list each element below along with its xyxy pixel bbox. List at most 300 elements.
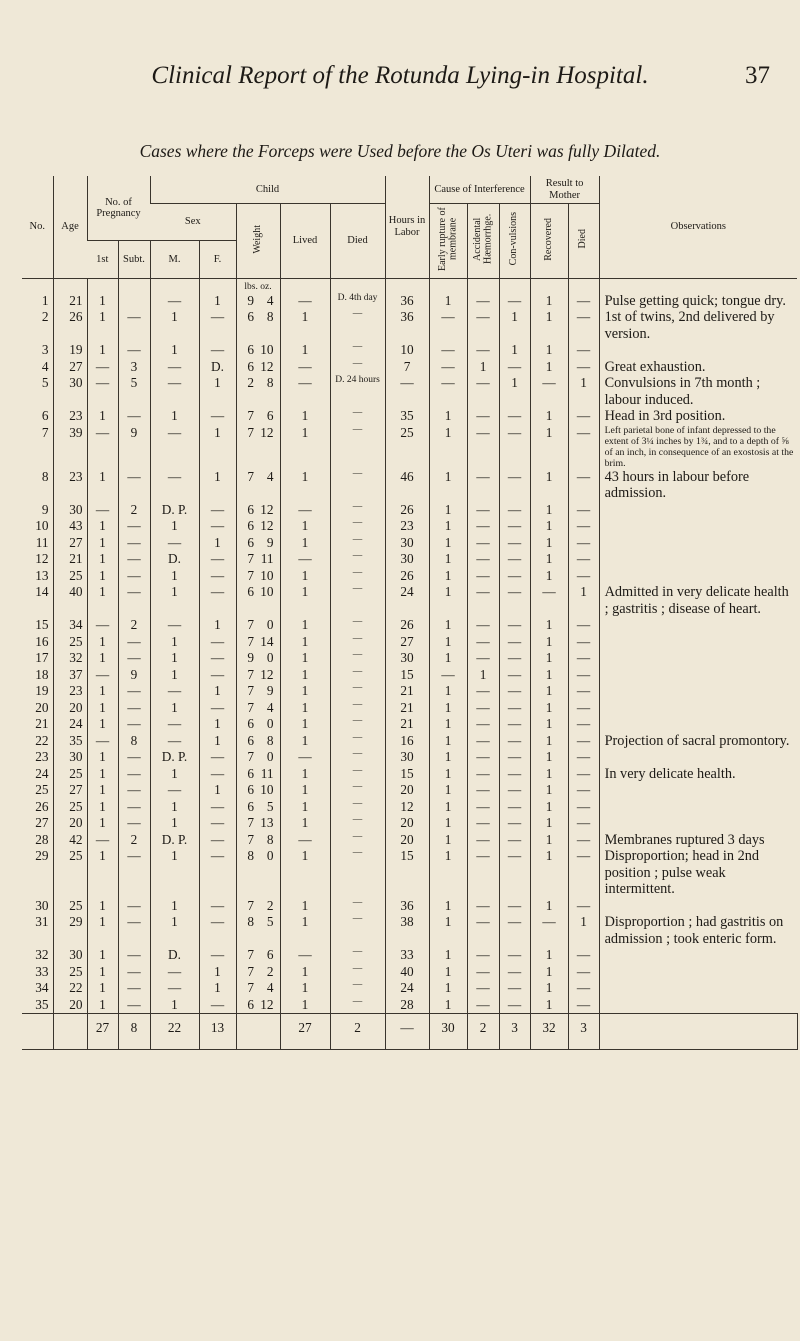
age-cell: 26 xyxy=(53,309,87,342)
recovered-cell: — xyxy=(530,375,568,408)
child-died-cell: — xyxy=(330,848,385,898)
subsequent-pregnancy-cell: — xyxy=(118,469,150,502)
male-cell: — xyxy=(150,469,199,502)
early-rupture-cell: 1 xyxy=(429,782,467,799)
age-cell: 42 xyxy=(53,832,87,849)
case-number-cell: 30 xyxy=(35,897,49,913)
hours-in-labor-cell: 16 xyxy=(385,733,429,750)
female-cell: 1 xyxy=(199,964,236,981)
col-died: Died xyxy=(330,204,385,279)
male-cell: 1 xyxy=(150,518,199,535)
mother-died-cell: — xyxy=(568,568,599,585)
subsequent-pregnancy-cell: 3 xyxy=(118,359,150,376)
age-cell: 39 xyxy=(53,425,87,469)
case-number-cell: 9 xyxy=(41,501,49,517)
recovered-cell: 1 xyxy=(530,815,568,832)
mother-died-cell: — xyxy=(568,408,599,425)
table-row xyxy=(22,469,797,502)
col-no: No. xyxy=(22,176,53,278)
weight-lbs-cell: 7 xyxy=(236,980,255,997)
table-header xyxy=(22,176,797,278)
hours-in-labor-cell: 36 xyxy=(385,293,429,310)
accidental-haemorrhage-cell: — xyxy=(467,766,499,783)
age-cell: 35 xyxy=(53,733,87,750)
table-row xyxy=(22,408,797,425)
weight-oz-cell: 5 xyxy=(266,798,274,814)
lived-cell: — xyxy=(280,375,330,408)
male-cell: 1 xyxy=(150,667,199,684)
weight-lbs-cell: 7 xyxy=(236,964,255,981)
subsequent-pregnancy-cell: — xyxy=(118,683,150,700)
first-pregnancy-cell: 1 xyxy=(87,997,118,1014)
early-rupture-cell: 1 xyxy=(429,799,467,816)
female-cell: — xyxy=(199,898,236,915)
mother-died-cell: — xyxy=(568,997,599,1014)
subsequent-pregnancy-cell: 2 xyxy=(118,502,150,519)
early-rupture-cell: 1 xyxy=(429,293,467,310)
female-cell: — xyxy=(199,749,236,766)
convulsions-cell: — xyxy=(499,551,530,568)
subsequent-pregnancy-cell: — xyxy=(118,568,150,585)
hours-in-labor-cell: 20 xyxy=(385,832,429,849)
male-cell: D. xyxy=(150,551,199,568)
accidental-haemorrhage-cell: — xyxy=(467,617,499,634)
case-number-cell: 24 xyxy=(35,765,49,781)
mother-died-cell: — xyxy=(568,650,599,667)
mother-died-cell: — xyxy=(568,293,599,310)
child-died-cell: — xyxy=(330,359,385,376)
observation-cell xyxy=(599,551,797,568)
male-cell: 1 xyxy=(150,650,199,667)
early-rupture-cell: 1 xyxy=(429,980,467,997)
col-group-sex: Sex xyxy=(150,204,236,241)
early-rupture-cell: 1 xyxy=(429,733,467,750)
first-pregnancy-cell: 1 xyxy=(87,848,118,898)
first-pregnancy-cell: 1 xyxy=(87,551,118,568)
first-pregnancy-cell: 1 xyxy=(87,469,118,502)
hours-in-labor-cell: 20 xyxy=(385,815,429,832)
table-row xyxy=(22,898,797,915)
total-weight-cell xyxy=(236,1014,280,1050)
first-pregnancy-cell: 1 xyxy=(87,650,118,667)
table-row xyxy=(22,914,797,947)
female-cell: — xyxy=(199,551,236,568)
male-cell: — xyxy=(150,425,199,469)
lived-cell: 1 xyxy=(280,848,330,898)
col-group-result: Result to Mother xyxy=(530,176,599,204)
mother-died-cell: — xyxy=(568,947,599,964)
weight-lbs-cell: 7 xyxy=(236,617,255,634)
total-lived-cell: 27 xyxy=(280,1014,330,1050)
early-rupture-cell: 1 xyxy=(429,848,467,898)
female-cell: 1 xyxy=(199,980,236,997)
first-pregnancy-cell: — xyxy=(87,617,118,634)
subsequent-pregnancy-cell: 2 xyxy=(118,617,150,634)
female-cell: — xyxy=(199,342,236,359)
lived-cell: 1 xyxy=(280,733,330,750)
first-pregnancy-cell: 1 xyxy=(87,980,118,997)
weight-lbs-cell: 7 xyxy=(236,749,255,766)
convulsions-cell: — xyxy=(499,293,530,310)
mother-died-cell: 1 xyxy=(568,914,599,947)
female-cell: — xyxy=(199,584,236,617)
weight-lbs-cell: 7 xyxy=(236,469,255,502)
male-cell: — xyxy=(150,716,199,733)
total-empty-cell xyxy=(53,1014,87,1050)
subsequent-pregnancy-cell: — xyxy=(118,766,150,783)
first-pregnancy-cell: 1 xyxy=(87,799,118,816)
child-died-cell: — xyxy=(330,716,385,733)
child-died-cell: — xyxy=(330,898,385,915)
observation-cell: Admitted in very delicate health ; gastritis ; disease of heart. xyxy=(599,584,797,617)
age-cell: 22 xyxy=(53,980,87,997)
age-cell: 25 xyxy=(53,799,87,816)
age-cell: 25 xyxy=(53,634,87,651)
lived-cell: 1 xyxy=(280,425,330,469)
col-observations: Observations xyxy=(599,176,797,278)
recovered-cell: 1 xyxy=(530,667,568,684)
hours-in-labor-cell: 15 xyxy=(385,766,429,783)
subsequent-pregnancy-cell: — xyxy=(118,535,150,552)
female-cell: — xyxy=(199,502,236,519)
table-row xyxy=(22,568,797,585)
mother-died-cell: — xyxy=(568,964,599,981)
recovered-cell: 1 xyxy=(530,568,568,585)
early-rupture-cell: 1 xyxy=(429,502,467,519)
first-pregnancy-cell: 1 xyxy=(87,815,118,832)
observation-cell: Head in 3rd position. xyxy=(599,408,797,425)
female-cell: 1 xyxy=(199,716,236,733)
col-hours: Hours in Labor xyxy=(385,176,429,278)
case-number-cell: 35 xyxy=(35,996,49,1012)
table-row xyxy=(22,667,797,684)
accidental-haemorrhage-cell: — xyxy=(467,293,499,310)
mother-died-cell: — xyxy=(568,617,599,634)
early-rupture-cell: 1 xyxy=(429,634,467,651)
page-number: 37 xyxy=(745,62,770,89)
observation-cell xyxy=(599,799,797,816)
child-died-cell: — xyxy=(330,947,385,964)
subsequent-pregnancy-cell: — xyxy=(118,650,150,667)
case-number-cell: 2 xyxy=(41,309,49,325)
first-pregnancy-cell: 1 xyxy=(87,342,118,359)
observation-cell xyxy=(599,782,797,799)
table-row xyxy=(22,375,797,408)
table-row xyxy=(22,342,797,359)
weight-oz-cell: 0 xyxy=(266,617,274,633)
mother-died-cell: — xyxy=(568,716,599,733)
age-cell: 29 xyxy=(53,914,87,947)
col-age: Age xyxy=(53,176,87,278)
hours-in-labor-cell: 30 xyxy=(385,650,429,667)
hours-in-labor-cell: 24 xyxy=(385,980,429,997)
recovered-cell: 1 xyxy=(530,634,568,651)
col-group-child: Child xyxy=(150,176,385,204)
observation-cell xyxy=(599,997,797,1014)
mother-died-cell: — xyxy=(568,898,599,915)
mother-died-cell: — xyxy=(568,683,599,700)
first-pregnancy-cell: 1 xyxy=(87,898,118,915)
table-row xyxy=(22,799,797,816)
weight-oz-cell: 8 xyxy=(266,831,274,847)
lived-cell: 1 xyxy=(280,964,330,981)
convulsions-cell: — xyxy=(499,667,530,684)
table-row xyxy=(22,749,797,766)
observation-cell xyxy=(599,518,797,535)
weight-lbs-cell: 6 xyxy=(236,733,255,750)
col-weight: Weight xyxy=(236,204,280,279)
child-died-cell: — xyxy=(330,617,385,634)
table-row xyxy=(22,650,797,667)
first-pregnancy-cell: 1 xyxy=(87,309,118,342)
age-cell: 21 xyxy=(53,551,87,568)
subsequent-pregnancy-cell: 8 xyxy=(118,733,150,750)
early-rupture-cell: 1 xyxy=(429,683,467,700)
female-cell: — xyxy=(199,799,236,816)
convulsions-cell: — xyxy=(499,980,530,997)
observation-cell xyxy=(599,749,797,766)
mother-died-cell: — xyxy=(568,425,599,469)
recovered-cell: 1 xyxy=(530,898,568,915)
case-number-cell: 27 xyxy=(35,815,49,831)
weight-lbs-cell: 7 xyxy=(236,551,255,568)
weight-lbs-cell: 2 xyxy=(236,375,255,408)
subsequent-pregnancy-cell: 2 xyxy=(118,832,150,849)
accidental-haemorrhage-cell: — xyxy=(467,947,499,964)
case-number-cell: 12 xyxy=(35,551,49,567)
weight-oz-cell: 10 xyxy=(260,567,274,583)
male-cell: 1 xyxy=(150,309,199,342)
accidental-haemorrhage-cell: — xyxy=(467,980,499,997)
child-died-cell: — xyxy=(330,568,385,585)
first-pregnancy-cell: 1 xyxy=(87,700,118,717)
child-died-cell: — xyxy=(330,469,385,502)
male-cell: — xyxy=(150,964,199,981)
total-acc-cell: 2 xyxy=(467,1014,499,1050)
age-cell: 20 xyxy=(53,997,87,1014)
subsequent-pregnancy-cell xyxy=(118,293,150,310)
early-rupture-cell: 1 xyxy=(429,425,467,469)
weight-oz-cell: 9 xyxy=(266,534,274,550)
lived-cell: 1 xyxy=(280,782,330,799)
hours-in-labor-cell: 20 xyxy=(385,782,429,799)
accidental-haemorrhage-cell: 1 xyxy=(467,359,499,376)
first-pregnancy-cell: 1 xyxy=(87,914,118,947)
first-pregnancy-cell: 1 xyxy=(87,782,118,799)
hours-in-labor-cell: 36 xyxy=(385,898,429,915)
mother-died-cell: — xyxy=(568,634,599,651)
table-row xyxy=(22,359,797,376)
child-died-cell: — xyxy=(330,799,385,816)
observation-cell xyxy=(599,502,797,519)
female-cell: — xyxy=(199,848,236,898)
male-cell: 1 xyxy=(150,766,199,783)
lived-cell: 1 xyxy=(280,535,330,552)
child-died-cell: — xyxy=(330,766,385,783)
hours-in-labor-cell: 27 xyxy=(385,634,429,651)
case-number-cell: 1 xyxy=(41,292,49,308)
convulsions-cell: — xyxy=(499,898,530,915)
table-row xyxy=(22,617,797,634)
weight-oz-cell: 4 xyxy=(266,468,274,484)
female-cell: 1 xyxy=(199,782,236,799)
child-died-cell: — xyxy=(330,551,385,568)
age-cell: 19 xyxy=(53,342,87,359)
accidental-haemorrhage-cell: — xyxy=(467,425,499,469)
recovered-cell: 1 xyxy=(530,964,568,981)
accidental-haemorrhage-cell: — xyxy=(467,408,499,425)
convulsions-cell: — xyxy=(499,815,530,832)
subsequent-pregnancy-cell: — xyxy=(118,309,150,342)
lived-cell: 1 xyxy=(280,700,330,717)
child-died-cell: — xyxy=(330,584,385,617)
observation-cell xyxy=(599,898,797,915)
table-row xyxy=(22,502,797,519)
accidental-haemorrhage-cell: — xyxy=(467,700,499,717)
mother-died-cell: — xyxy=(568,667,599,684)
lived-cell: 1 xyxy=(280,914,330,947)
convulsions-cell: — xyxy=(499,848,530,898)
hours-in-labor-cell: 26 xyxy=(385,568,429,585)
female-cell: — xyxy=(199,700,236,717)
weight-lbs-cell: 9 xyxy=(236,293,255,310)
subsequent-pregnancy-cell: — xyxy=(118,964,150,981)
convulsions-cell: 1 xyxy=(499,342,530,359)
table-row xyxy=(22,551,797,568)
weight-oz-cell: 12 xyxy=(260,518,274,534)
mother-died-cell: — xyxy=(568,980,599,997)
convulsions-cell: — xyxy=(499,749,530,766)
weight-oz-cell: 10 xyxy=(260,342,274,358)
female-cell: 1 xyxy=(199,617,236,634)
table-row xyxy=(22,832,797,849)
female-cell: 1 xyxy=(199,535,236,552)
table-title: Cases where the Forceps were Used before the Os Uteri was fully Dilated. xyxy=(139,141,661,161)
accidental-haemorrhage-cell: — xyxy=(467,683,499,700)
early-rupture-cell: 1 xyxy=(429,997,467,1014)
male-cell: 1 xyxy=(150,799,199,816)
first-pregnancy-cell: 1 xyxy=(87,408,118,425)
total-hours-cell: — xyxy=(385,1014,429,1050)
subsequent-pregnancy-cell: — xyxy=(118,914,150,947)
subsequent-pregnancy-cell: — xyxy=(118,782,150,799)
weight-lbs-cell: 6 xyxy=(236,342,255,359)
male-cell: 1 xyxy=(150,898,199,915)
male-cell: — xyxy=(150,617,199,634)
observation-cell xyxy=(599,947,797,964)
accidental-haemorrhage-cell: — xyxy=(467,997,499,1014)
subsequent-pregnancy-cell: — xyxy=(118,898,150,915)
subsequent-pregnancy-cell: — xyxy=(118,551,150,568)
child-died-cell: D. 4th day xyxy=(330,293,385,310)
case-number-cell: 3 xyxy=(41,342,49,358)
weight-oz-cell: 8 xyxy=(266,375,274,391)
accidental-haemorrhage-cell: — xyxy=(467,535,499,552)
recovered-cell: 1 xyxy=(530,309,568,342)
convulsions-cell: — xyxy=(499,617,530,634)
case-number-cell: 19 xyxy=(35,683,49,699)
total-mdied-cell: 3 xyxy=(568,1014,599,1050)
weight-lbs-cell: 6 xyxy=(236,997,255,1014)
hours-in-labor-cell: 12 xyxy=(385,799,429,816)
case-number-cell: 31 xyxy=(35,914,49,930)
female-cell: — xyxy=(199,832,236,849)
first-pregnancy-cell: 1 xyxy=(87,634,118,651)
mother-died-cell: 1 xyxy=(568,584,599,617)
early-rupture-cell: — xyxy=(429,359,467,376)
weight-oz-cell: 6 xyxy=(266,408,274,424)
case-number-cell: 22 xyxy=(35,732,49,748)
early-rupture-cell: 1 xyxy=(429,832,467,849)
mother-died-cell: — xyxy=(568,782,599,799)
lived-cell: 1 xyxy=(280,815,330,832)
lived-cell: 1 xyxy=(280,469,330,502)
table-row xyxy=(22,848,797,898)
case-number-cell: 26 xyxy=(35,798,49,814)
forceps-cases-table xyxy=(22,176,797,1050)
hours-in-labor-cell: 7 xyxy=(385,359,429,376)
early-rupture-cell: 1 xyxy=(429,535,467,552)
weight-lbs-cell: 7 xyxy=(236,425,255,469)
early-rupture-cell: 1 xyxy=(429,568,467,585)
subsequent-pregnancy-cell: — xyxy=(118,518,150,535)
first-pregnancy-cell: 1 xyxy=(87,766,118,783)
early-rupture-cell: — xyxy=(429,309,467,342)
hours-in-labor-cell: 21 xyxy=(385,716,429,733)
subsequent-pregnancy-cell: 9 xyxy=(118,667,150,684)
case-number-cell: 21 xyxy=(35,716,49,732)
recovered-cell: 1 xyxy=(530,749,568,766)
subsequent-pregnancy-cell: — xyxy=(118,848,150,898)
hours-in-labor-cell: 38 xyxy=(385,914,429,947)
lived-cell: 1 xyxy=(280,980,330,997)
case-number-cell: 11 xyxy=(35,534,49,550)
mother-died-cell: — xyxy=(568,733,599,750)
hours-in-labor-cell: 33 xyxy=(385,947,429,964)
convulsions-cell: — xyxy=(499,425,530,469)
col-subsequent: Subt. xyxy=(118,241,150,278)
weight-lbs-cell: 7 xyxy=(236,634,255,651)
case-number-cell: 8 xyxy=(41,468,49,484)
age-cell: 34 xyxy=(53,617,87,634)
subsequent-pregnancy-cell: — xyxy=(118,408,150,425)
observation-cell: Pulse getting quick; tongue dry. xyxy=(599,293,797,310)
child-died-cell: — xyxy=(330,914,385,947)
weight-oz-cell: 8 xyxy=(266,309,274,325)
col-male: M. xyxy=(150,241,199,278)
table-row xyxy=(22,518,797,535)
weight-lbs-cell: 7 xyxy=(236,568,255,585)
accidental-haemorrhage-cell: — xyxy=(467,584,499,617)
recovered-cell: 1 xyxy=(530,782,568,799)
accidental-haemorrhage-cell: — xyxy=(467,469,499,502)
male-cell: — xyxy=(150,980,199,997)
weight-oz-cell: 8 xyxy=(266,732,274,748)
lived-cell: 1 xyxy=(280,634,330,651)
female-cell: — xyxy=(199,634,236,651)
mother-died-cell: — xyxy=(568,815,599,832)
weight-oz-cell: 12 xyxy=(260,424,274,440)
first-pregnancy-cell: — xyxy=(87,359,118,376)
convulsions-cell: — xyxy=(499,964,530,981)
recovered-cell: 1 xyxy=(530,617,568,634)
weight-oz-cell: 2 xyxy=(266,963,274,979)
weight-oz-cell: 9 xyxy=(266,683,274,699)
observation-cell: Projection of sacral promontory. xyxy=(599,733,797,750)
weight-oz-cell: 12 xyxy=(260,996,274,1012)
lived-cell: 1 xyxy=(280,650,330,667)
hours-in-labor-cell: 30 xyxy=(385,749,429,766)
